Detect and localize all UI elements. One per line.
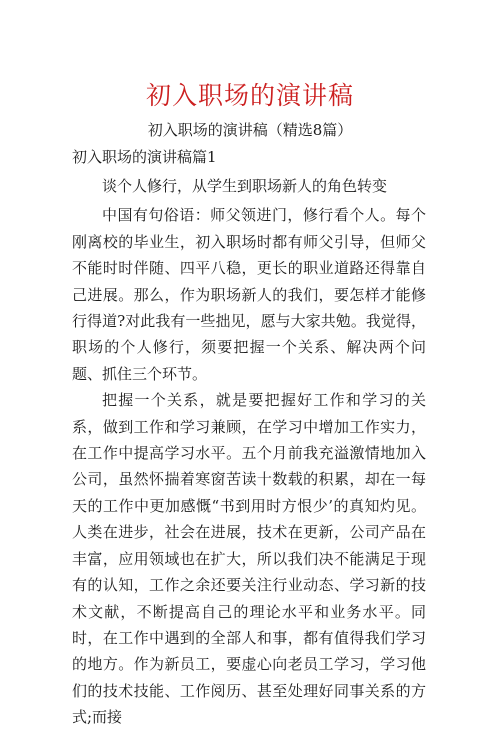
paragraph: 谈个人修行，从学生到职场新人的角色转变	[102, 177, 388, 195]
section-heading: 初入职场的演讲稿篇1	[72, 148, 217, 166]
paragraph: 把握一个关系，就是要把握好工作和学习的关系，做到工作和学习兼顾，在学习中增加工作实力，在工作中提高学习水平。五个月前我充溢激情地加入公司，虽然怀揣着寒窗苦读十数载的积累，却在一每天的工作中更加感慨“书到用时方恨少’的真知灼见。人类在进步，社会在进展，技术在更新，公司产品在丰富，应用领域也在扩大，所以我们决不能满足于现有的认知，工作之余还要关注行业动态、学习新的技术文献，不断提高自己的理论水平和业务水平。同时，在工作中遇到的全部人和事，都有值得我们学习的地方。作为新员工，要虚心向老员工学习，学习他们的技术技能、工作阅历、甚至处理好同事关系的方式;而接	[72, 391, 426, 727]
document-title: 初入职场的演讲稿	[145, 81, 354, 110]
paragraph: 中国有句俗语：师父领进门，修行看个人。每个刚离校的毕业生，初入职场时都有师父引导，但师父不能时时伴随、四平八稳，更长的职业道路还得靠自己进展。那么，作为职场新人的我们，要怎样才能修行得道?对此我有一些拙见，愿与大家共勉。我觉得，职场的个人修行，须要把握一个关系、解决两个问题、抓住三个环节。	[72, 206, 426, 383]
document-body	[72, 173, 426, 731]
document-subtitle: 初入职场的演讲稿（精选8篇）	[147, 121, 353, 139]
